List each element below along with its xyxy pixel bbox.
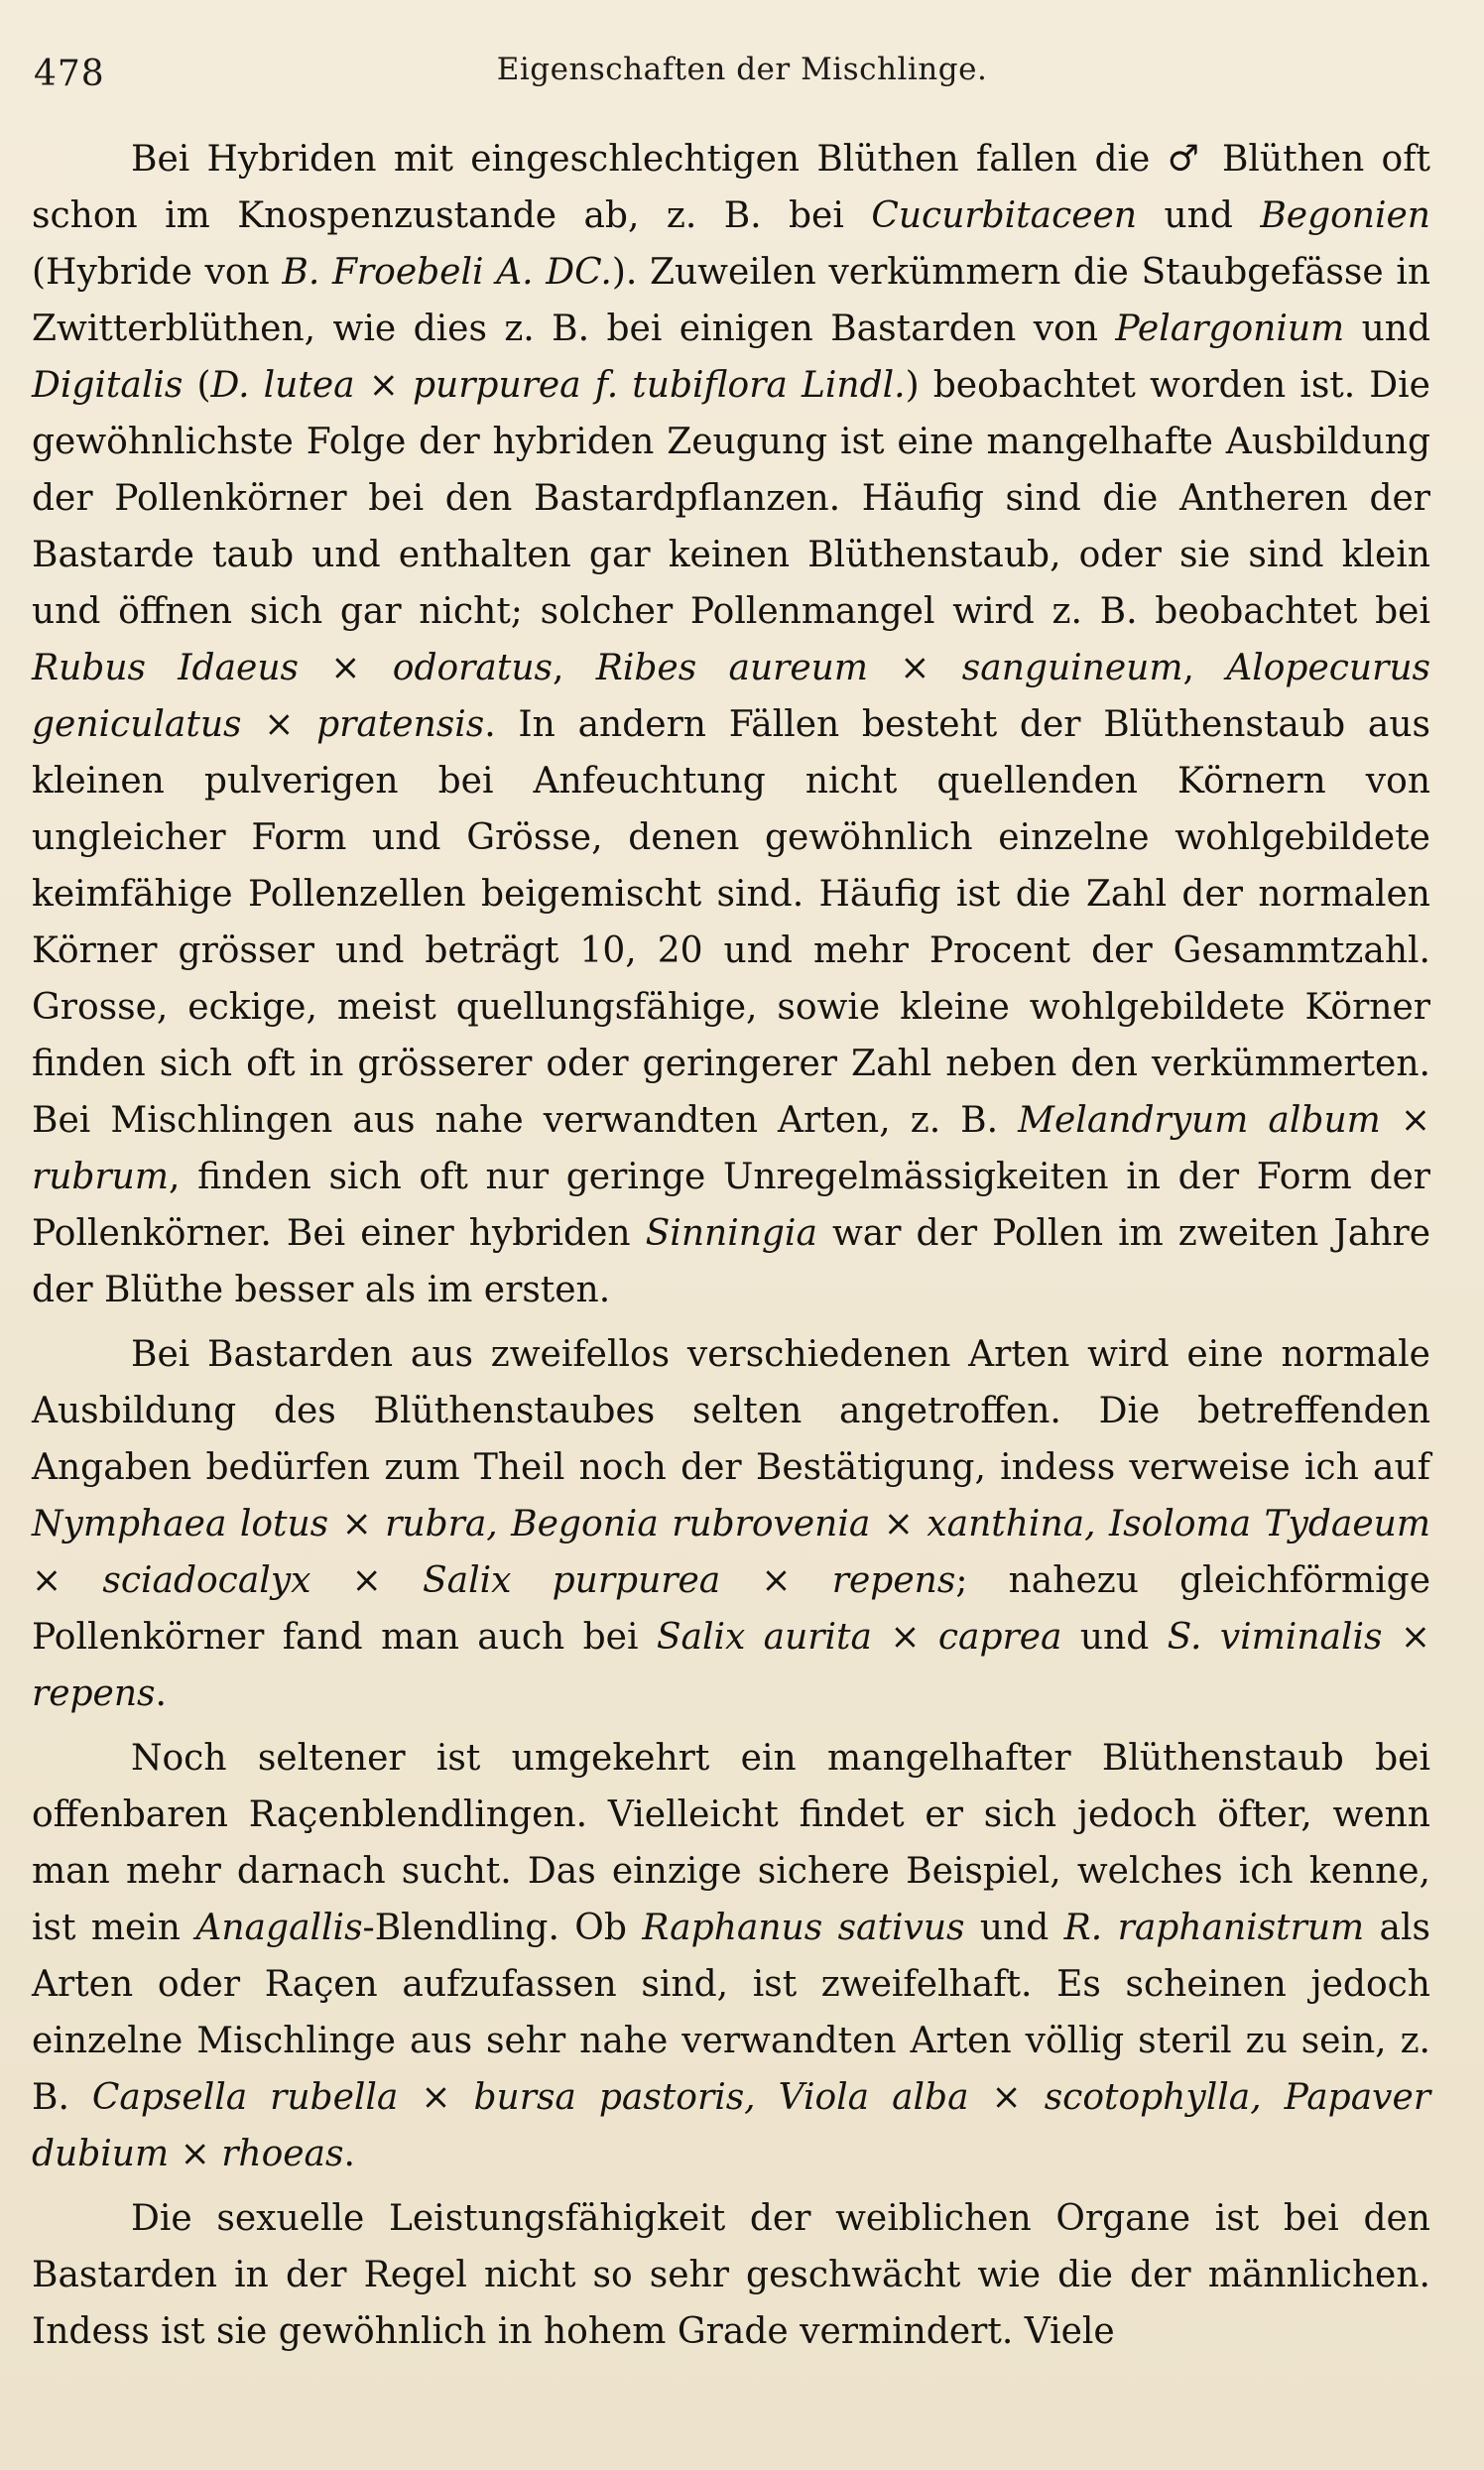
text-run: Bei Hybriden mit eingeschlechtigen Blüthen fallen die ♂ Blüthen oft schon im Knospenzustande ab, z. B. bei <box>32 139 1430 236</box>
text-run: × <box>870 1504 928 1544</box>
italic-run: Begonien <box>1260 195 1430 236</box>
page-header <box>0 44 1484 113</box>
text-run: × <box>32 1560 103 1601</box>
text-run: ( <box>183 365 211 406</box>
text-run: × <box>169 2134 222 2174</box>
text-run: , <box>552 648 596 688</box>
italic-run: Digitalis <box>32 365 184 406</box>
italic-run: Cucurbitaceen <box>871 195 1138 236</box>
italic-run: repens <box>32 1673 156 1714</box>
italic-run: Alopecurus geniculatus <box>32 648 1430 745</box>
body-text <box>32 131 1430 2360</box>
text-run: × <box>1380 1100 1430 1141</box>
italic-run: xanthina, Isoloma Tydaeum <box>927 1504 1430 1544</box>
text-run: × <box>310 1560 423 1601</box>
text-run: und <box>1137 195 1261 236</box>
text-run: (Hybride von <box>32 252 283 293</box>
text-run: × <box>354 365 413 406</box>
text-run: × <box>241 704 317 745</box>
italic-run: sciadocalyx <box>102 1560 311 1601</box>
italic-run: rubrum <box>32 1157 169 1197</box>
italic-run: purpurea f. tubiflora Lindl. <box>412 365 906 406</box>
text-run: und <box>1344 309 1431 349</box>
italic-run: B. Froebeli A. DC. <box>282 252 612 293</box>
text-run: × <box>398 2077 474 2118</box>
italic-run: Melandryum album <box>1018 1100 1381 1141</box>
italic-run: R. raphanistrum <box>1063 1908 1365 1948</box>
italic-run: Pelargonium <box>1115 309 1345 349</box>
italic-run: rubra, Begonia rubrovenia <box>385 1504 871 1544</box>
paragraph-2 <box>32 1326 1430 1722</box>
paragraph-1 <box>32 131 1430 1318</box>
text-run: war der Pollen im zweiten Jahre der Blüthe besser als im ersten. <box>32 1213 1430 1310</box>
text-run: × <box>871 1617 938 1658</box>
italic-run: scotophylla, Papaver dubium <box>32 2077 1431 2174</box>
text-run: × <box>1382 1617 1431 1658</box>
text-run: und <box>964 1908 1064 1948</box>
italic-run: pratensis <box>316 704 485 745</box>
italic-run: rhoeas <box>221 2134 344 2174</box>
italic-run: Rubus Idaeus <box>32 648 299 688</box>
text-run: . <box>155 1673 167 1714</box>
text-run: × <box>328 1504 386 1544</box>
text-run: × <box>720 1560 832 1601</box>
italic-run: caprea <box>937 1617 1062 1658</box>
italic-run: bursa pastoris, Viola alba <box>473 2077 969 2118</box>
text-run: Noch seltener ist umgekehrt ein mangelhafter Blüthenstaub bei offenbaren Raçenblendlingen. Vielleicht findet er sich jedoch öfter, wenn man mehr darnach sucht. Das einzige sichere Beispiel, welches ich kenne, ist mein <box>32 1738 1430 1948</box>
italic-run: Salix purpurea <box>422 1560 721 1601</box>
text-run: × <box>868 648 962 688</box>
italic-run: Raphanus sativus <box>642 1908 965 1948</box>
text-run: als Arten oder Raçen aufzufassen sind, ist zweifelhaft. Es scheinen jedoch einzelne Mischlinge aus sehr nahe verwandten Arten völlig steril zu sein, z. B. <box>32 1908 1430 2118</box>
italic-run: odoratus <box>392 648 553 688</box>
italic-run: Salix aurita <box>656 1617 872 1658</box>
text-run: × <box>968 2077 1045 2118</box>
italic-run: S. viminalis <box>1167 1617 1383 1658</box>
text-run: × <box>299 648 393 688</box>
italic-run: Nymphaea lotus <box>32 1504 329 1544</box>
italic-run: D. lutea <box>210 365 355 406</box>
italic-run: Capsella rubella <box>91 2077 399 2118</box>
text-run: ; nahezu gleichförmige Pollenkörner fand man auch bei <box>32 1560 1431 1658</box>
running-head: Eigenschaften der Mischlinge. <box>496 52 988 87</box>
text-run: , <box>1182 648 1227 688</box>
italic-run: Anagallis <box>195 1908 363 1948</box>
text-run: . <box>343 2134 355 2174</box>
paragraph-4 <box>32 2190 1430 2360</box>
italic-run: sanguineum <box>961 648 1183 688</box>
italic-run: repens <box>831 1560 956 1601</box>
text-run: , finden sich oft nur geringe Unregelmässigkeiten in der Form der Pollenkörner. Bei einer hybriden <box>32 1157 1430 1254</box>
text-run: Bei Bastarden aus zweifellos verschiedenen Arten wird eine normale Ausbildung des Blüthenstaubes selten angetroffen. Die betreffenden Angaben bedürfen zum Theil noch der Bestätigung, indess verweise ich auf <box>32 1334 1430 1488</box>
text-run: -Blendling. Ob <box>362 1908 643 1948</box>
page-number: 478 <box>34 54 105 94</box>
italic-run: Sinningia <box>645 1213 817 1254</box>
paragraph-3 <box>32 1730 1430 2182</box>
text-run: ) beobachtet worden ist. Die gewöhnlichste Folge der hybriden Zeugung ist eine mangelhafte Ausbildung der Pollenkörner bei den Bastardpflanzen. Häufig sind die Antheren der Bastarde taub und enthalten gar keinen Blüthenstaub, oder sie sind klein und öffnen sich gar nicht; solcher Pollenmangel wird z. B. beobachtet bei <box>32 365 1430 632</box>
text-run: Die sexuelle Leistungsfähigkeit der weiblichen Organe ist bei den Bastarden in der Regel nicht so sehr geschwächt wie die der männlichen. Indess ist sie gewöhnlich in hohem Grade vermindert. Viele <box>32 2198 1430 2352</box>
italic-run: Ribes aureum <box>595 648 868 688</box>
text-run: ). Zuweilen verkümmern die Staubgefässe in Zwitterblüthen, wie dies z. B. bei einigen Bastarden von <box>32 252 1431 349</box>
text-run: . In andern Fällen besteht der Blüthenstaub aus kleinen pulverigen bei Anfeuchtung nicht quellenden Körnern von ungleicher Form und Grösse, denen gewöhnlich einzelne wohlgebildete keimfähige Pollenzellen beigemischt sind. Häufig ist die Zahl der normalen Körner grösser und beträgt 10, 20 und mehr Procent der Gesammtzahl. Grosse, eckige, meist quellungsfähige, sowie kleine wohlgebildete Körner finden sich oft in grösserer oder geringerer Zahl neben den verkümmerten. Bei Mischlingen aus nahe verwandten Arten, z. B. <box>32 704 1430 1141</box>
text-run: und <box>1061 1617 1168 1658</box>
